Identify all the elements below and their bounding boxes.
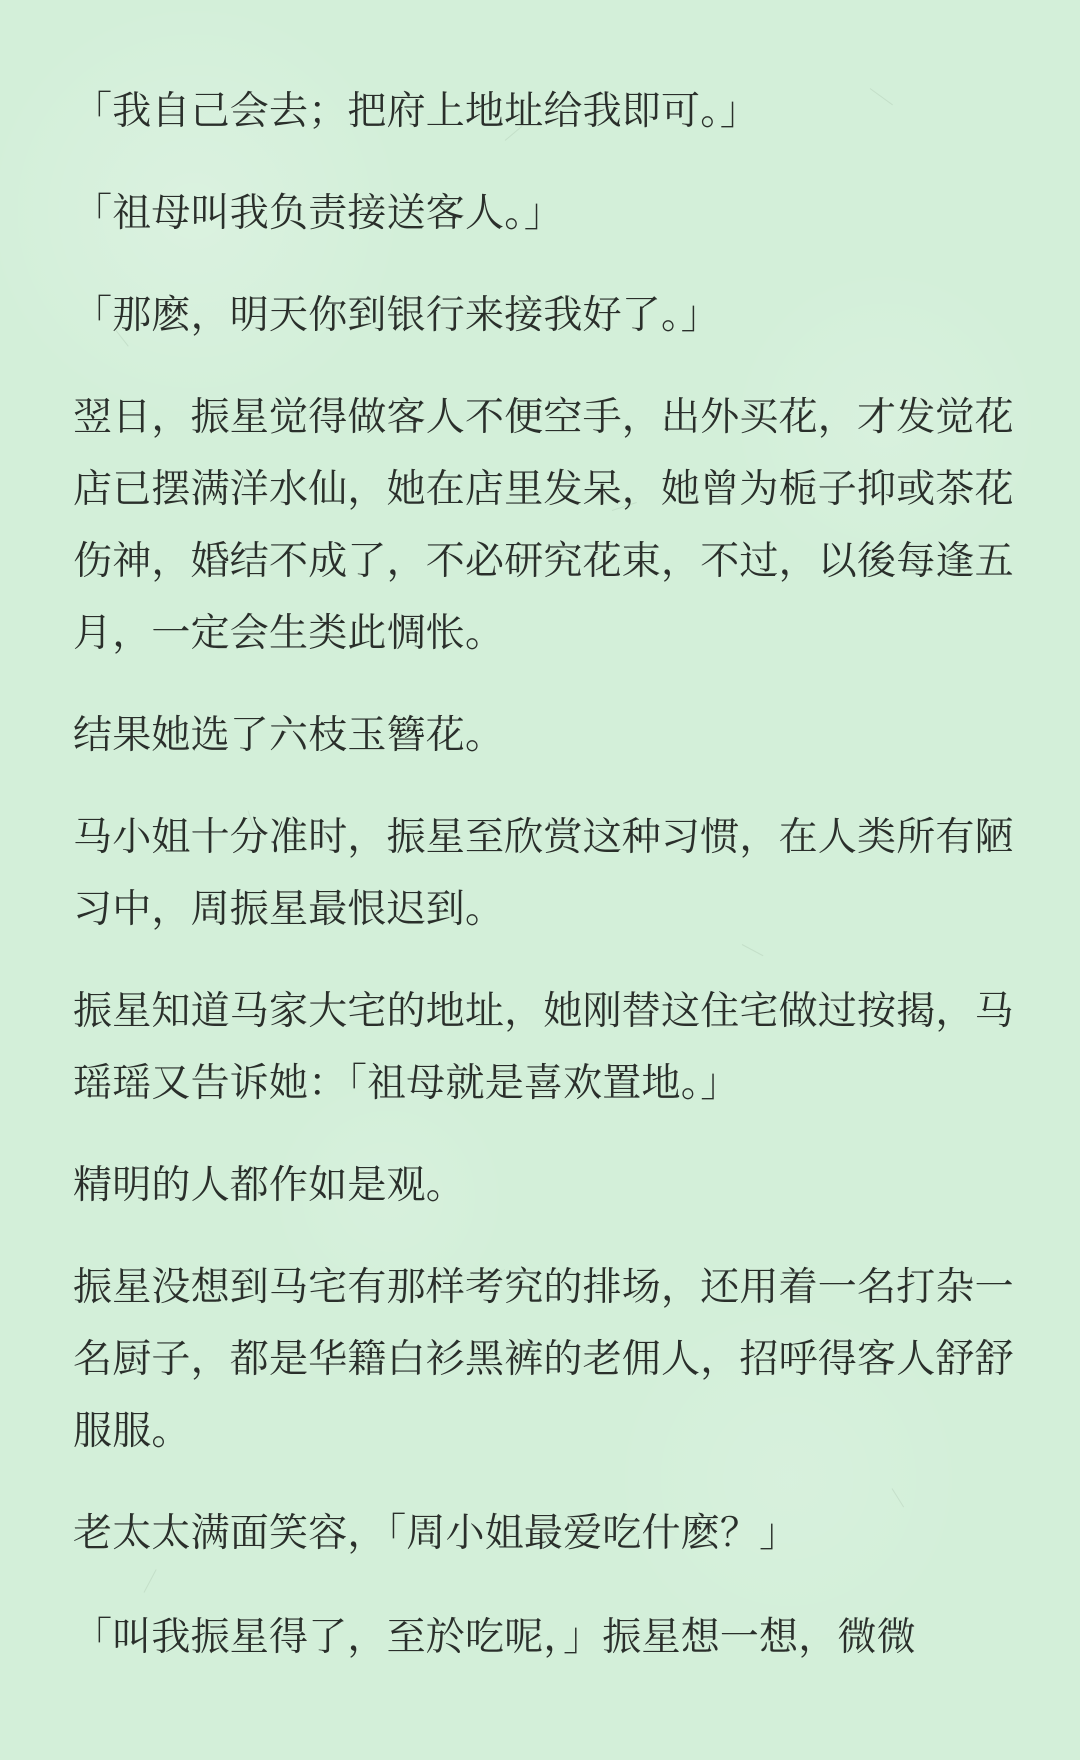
narrative-paragraph: 结果她选了六枝玉簪花。 bbox=[73, 713, 505, 758]
narrative-paragraph: 振星知道马家大宅的地址，她刚替这住宅做过按揭，马瑶瑶又告诉她：「祖母就是喜欢置地。」 bbox=[73, 989, 1014, 1106]
narrative-paragraph: 精明的人都作如是观。 bbox=[73, 1163, 466, 1208]
dialogue-paragraph: 「我自己会去；把府上地址给我即可。」 bbox=[73, 89, 760, 134]
dialogue-paragraph: 「祖母叫我负责接送客人。」 bbox=[73, 191, 564, 236]
novel-text bbox=[73, 76, 1018, 1704]
narrative-paragraph: 振星没想到马宅有那样考究的排场，还用着一名打杂一名厨子，都是华籍白衫黑裤的老佣人，招呼得客人舒舒服服。 bbox=[73, 1265, 1014, 1454]
dialogue-paragraph: 老太太满面笑容，「周小姐最爱吃什麽？」 bbox=[73, 1511, 799, 1556]
narrative-paragraph: 翌日，振星觉得做客人不便空手，出外买花，才发觉花店已摆满洋水仙，她在店里发呆，她曾为栀子抑或茶花伤神，婚结不成了，不必研究花束，不过，以後每逢五月，一定会生类此惆怅。 bbox=[73, 395, 1014, 656]
dialogue-paragraph: 「那麽，明天你到银行来接我好了。」 bbox=[73, 293, 720, 338]
dialogue-paragraph: 「叫我振星得了，至於吃呢，」振星想一想，微微 bbox=[73, 1615, 916, 1660]
narrative-paragraph: 马小姐十分准时，振星至欣赏这种习惯，在人类所有陋习中，周振星最恨迟到。 bbox=[73, 815, 1014, 932]
